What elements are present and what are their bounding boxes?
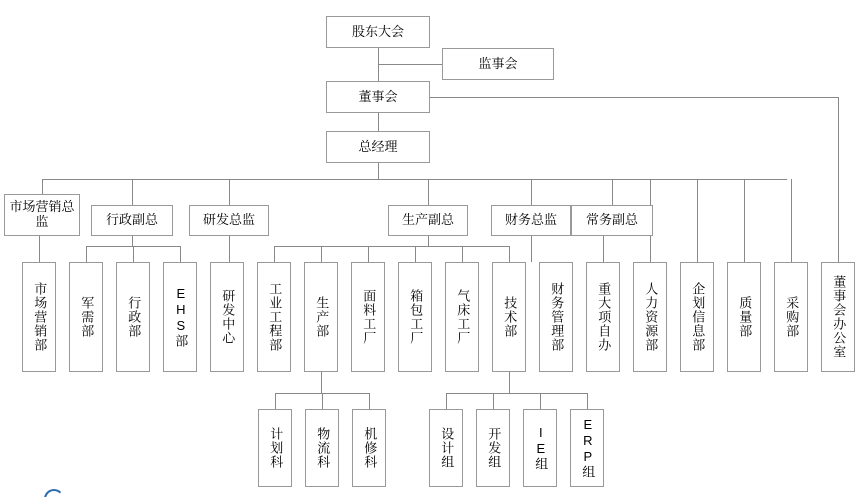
org-node-airbed-factory[interactable]: 气床工厂 [445,262,479,372]
connector-line [42,179,43,194]
connector-line [378,163,379,179]
connector-line [321,372,322,393]
org-node-admin-dept[interactable]: 行政部 [116,262,150,372]
connector-line [229,179,230,205]
org-node-mkt-dept[interactable]: 市场营销部 [22,262,56,372]
org-node-bag-factory[interactable]: 箱包工厂 [398,262,432,372]
org-node-ie-grp[interactable]: IE组 [523,409,557,487]
connector-line [531,179,532,205]
org-node-fin-dept[interactable]: 财务管理部 [539,262,573,372]
org-node-supervisors[interactable]: 监事会 [442,48,554,80]
connector-line [321,246,322,262]
connector-line [275,393,276,409]
org-node-ie-dept[interactable]: 工业工程部 [257,262,291,372]
connector-line [446,393,587,394]
spinner-icon [44,489,64,497]
org-node-rd-director[interactable]: 研发总监 [189,205,269,236]
connector-line [39,236,40,262]
connector-line [446,393,447,409]
connector-line [509,246,510,262]
org-node-mkt-director[interactable]: 市场营销总监 [4,194,80,236]
connector-line [368,246,369,262]
connector-line [430,97,838,98]
org-node-gm[interactable]: 总经理 [326,131,430,163]
org-node-purchase-dept[interactable]: 采购部 [774,262,808,372]
org-node-design-grp[interactable]: 设计组 [429,409,463,487]
org-node-prod-vp[interactable]: 生产副总 [388,205,468,236]
org-node-dev-grp[interactable]: 开发组 [476,409,510,487]
connector-line [180,246,181,262]
connector-line [369,393,370,409]
connector-line [378,64,442,65]
connector-line [603,236,604,262]
connector-line [428,179,429,205]
org-node-logistics-sec[interactable]: 物流科 [305,409,339,487]
connector-line [587,393,588,409]
connector-line [509,372,510,393]
connector-line [274,246,509,247]
org-node-major-proj[interactable]: 重大项自办 [586,262,620,372]
org-node-repair-sec[interactable]: 机修科 [352,409,386,487]
connector-line [744,179,745,262]
connector-line [322,393,323,409]
connector-line [132,179,133,205]
org-node-fabric-factory[interactable]: 面料工厂 [351,262,385,372]
connector-line [42,179,787,180]
connector-line [132,236,133,246]
org-node-quality-dept[interactable]: 质量部 [727,262,761,372]
org-node-exec-vp[interactable]: 常务副总 [571,205,653,236]
connector-line [229,236,230,262]
org-node-tech-dept[interactable]: 技术部 [492,262,526,372]
connector-line [791,179,792,262]
org-node-prod-dept[interactable]: 生产部 [304,262,338,372]
connector-line [612,179,613,205]
connector-line [493,393,494,409]
org-node-plan-info[interactable]: 企划信息部 [680,262,714,372]
org-node-erp-grp[interactable]: ERP组 [570,409,604,487]
connector-line [462,246,463,262]
org-node-hr-dept[interactable]: 人力资源部 [633,262,667,372]
connector-line [274,246,275,262]
org-node-admin-vp[interactable]: 行政副总 [91,205,173,236]
org-node-ehs-dept[interactable]: EHS部 [163,262,197,372]
connector-line [540,393,541,409]
connector-line [415,246,416,262]
org-node-shareholders[interactable]: 股东大会 [326,16,430,48]
connector-line [378,113,379,131]
connector-line [86,246,87,262]
connector-line [697,179,698,262]
connector-line [838,236,839,262]
org-node-board-office[interactable]: 董事会办公室 [821,262,855,372]
org-node-rd-center[interactable]: 研发中心 [210,262,244,372]
org-node-mil-dept[interactable]: 军需部 [69,262,103,372]
org-node-fin-director[interactable]: 财务总监 [491,205,571,236]
connector-line [133,246,134,262]
org-node-board[interactable]: 董事会 [326,81,430,113]
org-node-plan-sec[interactable]: 计划科 [258,409,292,487]
connector-line [428,236,429,246]
connector-line [531,236,532,262]
